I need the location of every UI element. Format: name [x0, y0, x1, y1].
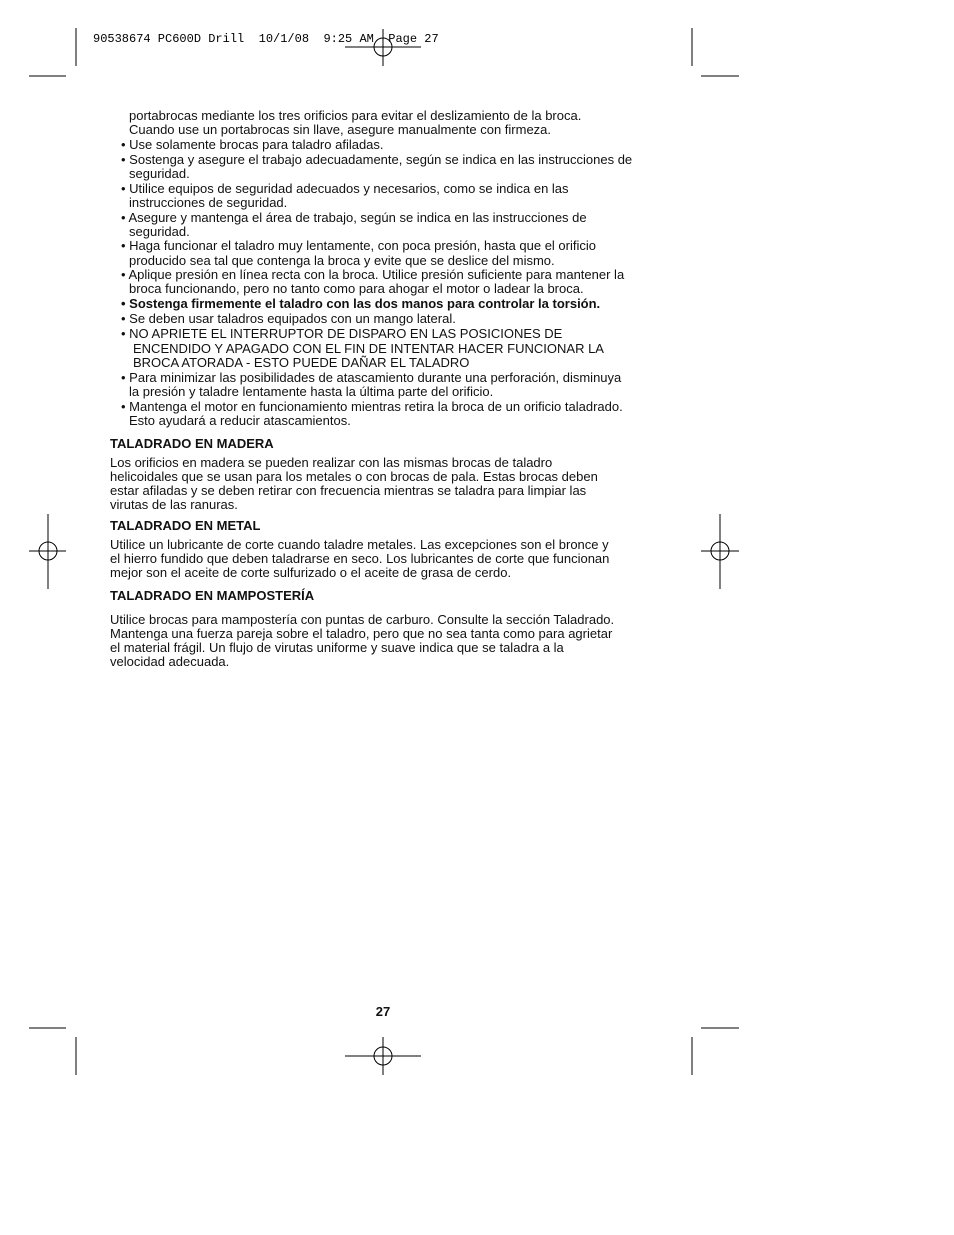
bullet-item: • Mantenga el motor en funcionamiento mientras retira la broca de un orificio taladrado.: [121, 399, 623, 414]
registration-target-left: [29, 514, 66, 589]
section-body-line: el material frágil. Un flujo de virutas uniforme y suave indica que se taladra a la: [110, 640, 564, 655]
bullet-item-cont: BROCA ATORADA - ESTO PUEDE DAÑAR EL TALADRO: [133, 355, 470, 370]
bullet-item-cont: la presión y taladre lentamente hasta la última parte del orificio.: [129, 384, 494, 399]
continuation-line: portabrocas mediante los tres orificios para evitar el deslizamiento de la broca.: [129, 108, 582, 123]
section-body-line: helicoidales que se usan para los metales o con brocas de pala. Estas brocas deben: [110, 469, 598, 484]
bullet-item: • Para minimizar las posibilidades de atascamiento durante una perforación, disminuya: [121, 370, 622, 385]
bullet-item-cont: seguridad.: [129, 224, 190, 239]
continuation-line: Cuando use un portabrocas sin llave, asegure manualmente con firmeza.: [129, 122, 552, 137]
section-body-line: estar afiladas y se deben retirar con frecuencia mientras se taladra para limpiar las: [110, 483, 587, 498]
bullet-item-cont: broca funcionando, pero no tanto como para ahogar el motor o ladear la broca.: [129, 281, 584, 296]
bullet-item-bold: • Sostenga firmemente el taladro con las dos manos para controlar la torsión.: [121, 296, 601, 311]
section-body-line: virutas de las ranuras.: [110, 497, 238, 512]
section-body-line: mejor son el aceite de corte sulfurizado o el aceite de grasa de cerdo.: [110, 565, 512, 580]
bullet-item-cont: Esto ayudará a reducir atascamientos.: [129, 413, 351, 428]
bullet-item: • Se deben usar taladros equipados con un mango lateral.: [121, 311, 456, 326]
printer-slug: 90538674 PC600D Drill 10/1/08 9:25 AM Page 27: [93, 32, 439, 46]
section-heading-metal: TALADRADO EN METAL: [110, 518, 261, 533]
bullet-item-cont: producido sea tal que contenga la broca y evite que se deslice del mismo.: [129, 253, 555, 268]
section-body-line: velocidad adecuada.: [110, 654, 230, 669]
section-body-line: Mantenga una fuerza pareja sobre el taladro, pero que no sea tanta como para agrietar: [110, 626, 613, 641]
bullet-item: • NO APRIETE EL INTERRUPTOR DE DISPARO EN LAS POSICIONES DE: [121, 326, 563, 341]
bullet-item: • Use solamente brocas para taladro afiladas.: [121, 137, 384, 152]
bullet-item: • Utilice equipos de seguridad adecuados y necesarios, como se indica en las: [121, 181, 569, 196]
bullet-item: • Sostenga y asegure el trabajo adecuadamente, según se indica en las instrucciones de: [121, 152, 633, 167]
page-number: 27: [375, 1004, 391, 1019]
bullet-item: • Aplique presión en línea recta con la broca. Utilice presión suficiente para mantener la: [121, 267, 625, 282]
bullet-item-cont: seguridad.: [129, 166, 190, 181]
bullet-item-cont: instrucciones de seguridad.: [129, 195, 288, 210]
bullet-item: • Asegure y mantenga el área de trabajo, según se indica en las instrucciones de: [121, 210, 587, 225]
bullet-item: • Haga funcionar el taladro muy lentamente, con poca presión, hasta que el orificio: [121, 238, 596, 253]
section-body-line: Utilice brocas para mampostería con puntas de carburo. Consulte la sección Taladrado.: [110, 612, 615, 627]
section-body-line: Los orificios en madera se pueden realizar con las mismas brocas de taladro: [110, 455, 553, 470]
section-body-line: el hierro fundido que deben taladrarse en seco. Los lubricantes de corte que funcionan: [110, 551, 610, 566]
section-heading-mamposteria: TALADRADO EN MAMPOSTERÍA: [110, 588, 315, 603]
section-body-line: Utilice un lubricante de corte cuando taladre metales. Las excepciones son el bronce y: [110, 537, 609, 552]
registration-target-right: [701, 514, 739, 589]
registration-target-bottom: [345, 1037, 421, 1075]
bullet-item-cont: ENCENDIDO Y APAGADO CON EL FIN DE INTENTAR HACER FUNCIONAR LA: [133, 341, 604, 356]
section-heading-madera: TALADRADO EN MADERA: [110, 436, 274, 451]
